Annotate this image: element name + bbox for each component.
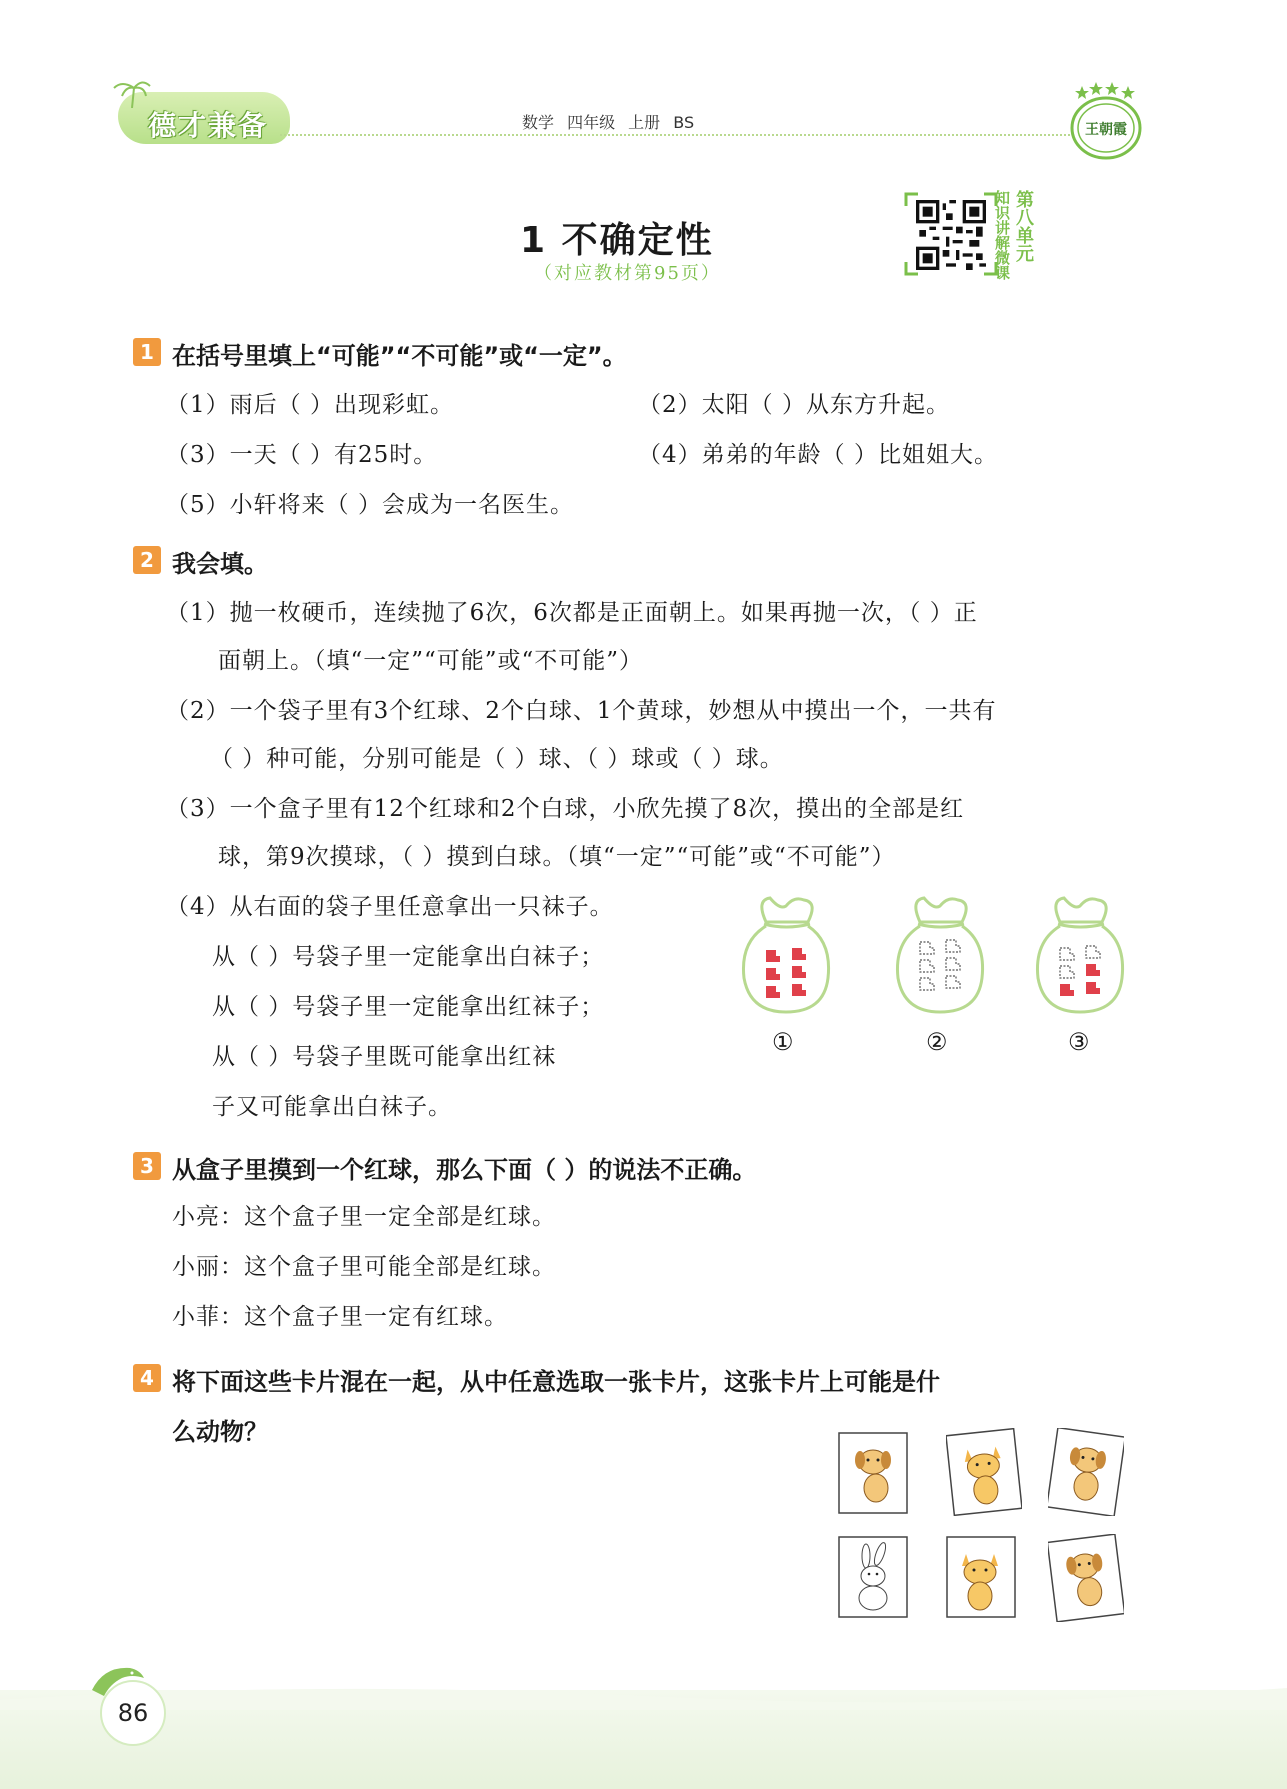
question-number: 2 bbox=[133, 546, 161, 574]
q3-option-xiaoli: 小丽：这个盒子里可能全部是红球。 bbox=[172, 1254, 556, 1280]
author-seal-logo bbox=[1066, 78, 1146, 164]
bag-label-3: ③ bbox=[1068, 1028, 1091, 1056]
q3-option-xiaoliang: 小亮：这个盒子里一定全部是红球。 bbox=[172, 1204, 556, 1230]
bag-label-1: ① bbox=[772, 1028, 795, 1056]
header-subtitle: 数学 四年级 上册 BS bbox=[522, 113, 695, 132]
dog-card-image bbox=[1048, 1428, 1124, 1516]
question-heading: 在括号里填上“可能”“不可能”或“一定”。 bbox=[172, 342, 627, 370]
dog-card-image bbox=[838, 1432, 908, 1514]
question-heading: 我会填。 bbox=[172, 550, 268, 578]
question-heading: 从盒子里摸到一个红球，那么下面（ ）的说法不正确。 bbox=[172, 1156, 757, 1184]
sock-bag-2-image bbox=[890, 892, 990, 1020]
dog-card-image bbox=[1048, 1534, 1124, 1622]
qr-code-icon[interactable] bbox=[916, 200, 986, 270]
sock-bag-1-image bbox=[736, 892, 836, 1020]
rabbit-card-image bbox=[838, 1536, 908, 1618]
brand-title: 德才兼备 bbox=[148, 109, 269, 142]
question-number: 3 bbox=[133, 1152, 161, 1180]
textbook-reference: （对应教材第95页） bbox=[534, 263, 721, 284]
question-heading: 将下面这些卡片混在一起，从中任意选取一张卡片，这张卡片上可能是什 bbox=[172, 1368, 940, 1396]
q1-item-3: （3）一天（ ）有25时。 bbox=[166, 442, 438, 468]
palm-tree-icon bbox=[112, 78, 152, 108]
q1-item-1: （1）雨后（ ）出现彩虹。 bbox=[166, 392, 454, 418]
cat-card-image bbox=[946, 1428, 1022, 1516]
q1-item-4: （4）弟弟的年龄（ ）比姐姐大。 bbox=[638, 442, 998, 468]
page-number: 86 bbox=[100, 1680, 166, 1746]
q2-part3-line1: （3）一个盒子里有12个红球和2个白球，小欣先摸了8次，摸出的全部是红 bbox=[166, 796, 965, 822]
footer-wave bbox=[0, 1670, 1287, 1710]
q2-part1-line1: （1）抛一枚硬币，连续抛了6次，6次都是正面朝上。如果再抛一次，（ ）正 bbox=[166, 600, 978, 626]
q2-part4-intro: （4）从右面的袋子里任意拿出一只袜子。 bbox=[166, 894, 614, 920]
qr-label-microlesson: 知识讲解微课 bbox=[993, 190, 1011, 280]
question-number: 4 bbox=[133, 1364, 161, 1392]
qr-label-unit: 第八单元 bbox=[1013, 190, 1034, 262]
q2-part4-red: 从（ ）号袋子里一定能拿出红袜子； bbox=[212, 994, 605, 1020]
q2-part4-both-cont: 子又可能拿出白袜子。 bbox=[212, 1094, 452, 1120]
q3-option-xiaofei: 小菲：这个盒子里一定有红球。 bbox=[172, 1304, 508, 1330]
sock-bag-3-image bbox=[1030, 892, 1130, 1020]
q2-part4-white: 从（ ）号袋子里一定能拿出白袜子； bbox=[212, 944, 605, 970]
question-number: 1 bbox=[133, 338, 161, 366]
q2-part2-line2: （ ）种可能，分别可能是（ ）球、（ ）球或（ ）球。 bbox=[210, 746, 784, 772]
svg-text:王朝霞: 王朝霞 bbox=[1085, 122, 1127, 138]
header-divider bbox=[280, 134, 1070, 136]
lesson-title: 1 不确定性 bbox=[520, 220, 714, 261]
q2-part3-line2: 球，第9次摸球，（ ）摸到白球。（填“一定”“可能”或“不可能”） bbox=[218, 844, 896, 870]
q1-item-2: （2）太阳（ ）从东方升起。 bbox=[638, 392, 950, 418]
cat-card-image bbox=[946, 1536, 1016, 1618]
q2-part4-both: 从（ ）号袋子里既可能拿出红袜 bbox=[212, 1044, 557, 1070]
q2-part2-line1: （2）一个袋子里有3个红球、2个白球、1个黄球，妙想从中摸出一个，一共有 bbox=[166, 698, 997, 724]
bag-label-2: ② bbox=[926, 1028, 949, 1056]
q2-part1-line2: 面朝上。（填“一定”“可能”或“不可能”） bbox=[218, 648, 644, 674]
q1-item-5: （5）小轩将来（ ）会成为一名医生。 bbox=[166, 492, 574, 518]
question-heading-cont: 么动物？ bbox=[172, 1418, 268, 1446]
